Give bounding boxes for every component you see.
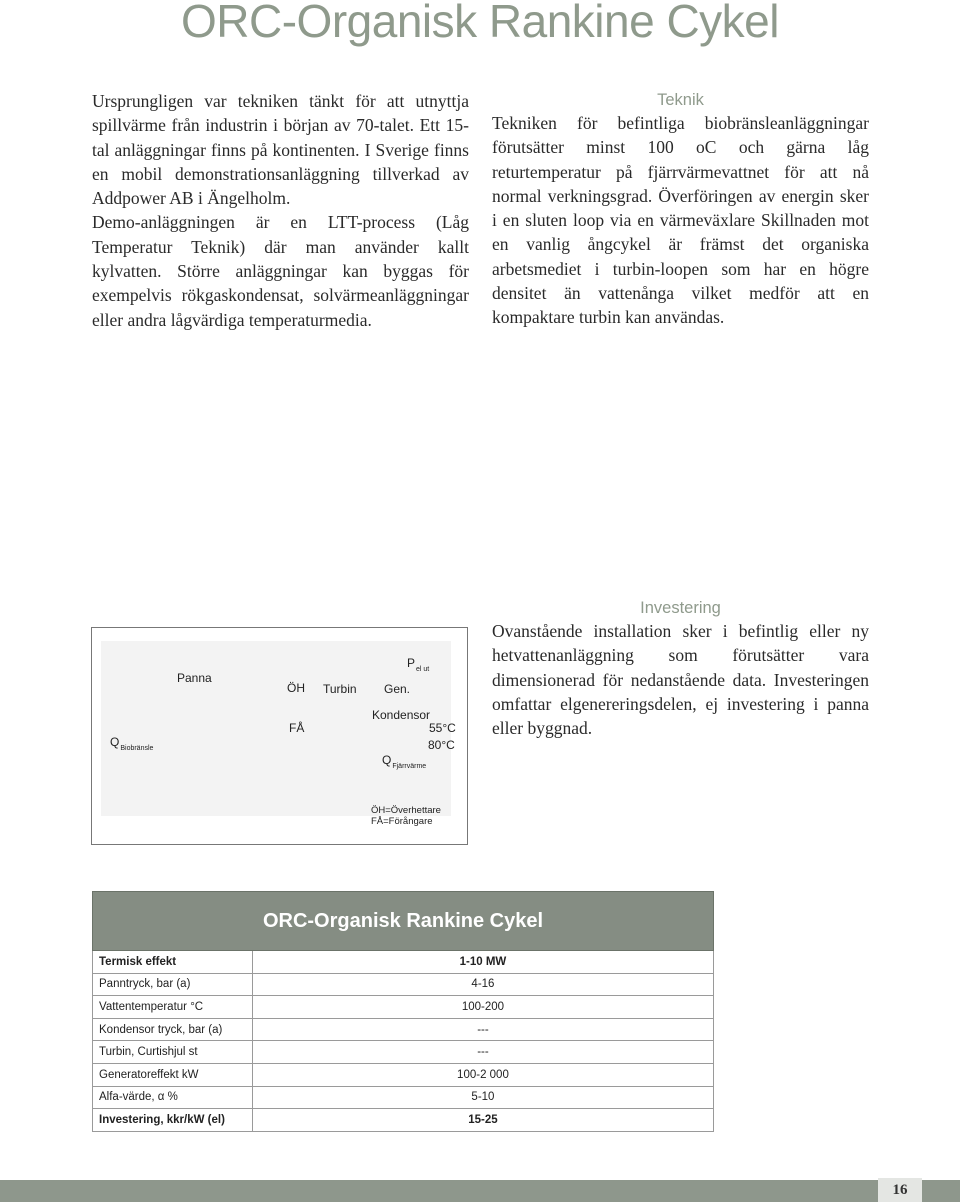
label-fa: FÅ [289, 721, 305, 735]
legend-fa: FÅ=Förångare [371, 816, 433, 827]
table-row [93, 1109, 714, 1132]
investering-heading: Investering [640, 599, 721, 617]
diagram-legend [371, 805, 441, 827]
row-label: Turbin, Curtishjul st [93, 1041, 253, 1064]
table-row [93, 1063, 714, 1086]
footer-bar [0, 1180, 960, 1202]
table-row [93, 1018, 714, 1041]
table-row [93, 996, 714, 1019]
label-temp-80: 80°C [428, 738, 455, 752]
row-value: 100-200 [252, 996, 713, 1019]
spec-table-body [93, 951, 714, 1132]
teknik-heading: Teknik [657, 91, 704, 109]
row-value: --- [252, 1041, 713, 1064]
table-row [93, 1086, 714, 1109]
diagram-canvas [101, 641, 456, 816]
row-label: Termisk effekt [93, 951, 253, 974]
teknik-body: Tekniken för befintliga biobränsleanläggningar förutsätter minst 100 oC och gärna låg returtemperatur på fjärrvärmevattnet för att nå normal verkningsgrad. Överföringen av energin sker i en sluten loop via en värmeväxlare Skillnaden mot en vanlig ångcykel är främst det organiska arbetsmediet i turbin-loopen som har en högre densitet än vattenånga vilket medför att en kompaktare turbin kan användas. [492, 113, 869, 328]
intro-paragraph-1: Ursprungligen var tekniken tänkt för att utnyttja spillvärme från industrin i början av 70-talet. Ett 15-tal anläggningar finns på kontinenten. I Sverige finns en mobil demonstrationsanläggning tillverkad av Addpower AB i Ängelholm. [92, 91, 469, 209]
table-row [93, 1041, 714, 1064]
legend-oh: ÖH=Överhettare [371, 805, 441, 816]
label-q-biobransle: $Q_{Biobränsle}$ [110, 735, 154, 752]
row-value: --- [252, 1018, 713, 1041]
page-number: 16 [878, 1178, 922, 1202]
label-oh: ÖH [287, 681, 305, 695]
table-row [93, 973, 714, 996]
investering-section [492, 597, 869, 740]
spec-table [92, 891, 714, 1132]
label-temp-55: 55°C [429, 721, 456, 735]
page-title: ORC-Organisk Rankine Cykel [181, 0, 779, 47]
row-label: Panntryck, bar (a) [93, 973, 253, 996]
investering-body: Ovanstående installation sker i befintlig eller ny hetvattenanläggning som förutsätter vara dimensionerad för nedanstående data. Investeringen omfattar elgenereringsdelen, ej investering i panna eller byggnad. [492, 621, 869, 739]
label-turbin: Turbin [323, 682, 357, 696]
orc-diagram [91, 627, 468, 845]
spec-table-title: ORC-Organisk Rankine Cykel [93, 892, 714, 951]
row-label: Investering, kkr/kW (el) [93, 1109, 253, 1132]
intro-column [92, 89, 469, 332]
row-value: 1-10 MW [252, 951, 713, 974]
row-label: Vattentemperatur °C [93, 996, 253, 1019]
row-label: Alfa-värde, α % [93, 1086, 253, 1109]
row-value: 4-16 [252, 973, 713, 996]
label-q-fjarrvarme: $Q_{Fjärrvärme}$ [382, 753, 427, 770]
table-row [93, 951, 714, 974]
label-p-el-ut: $P_{el ut}$ [407, 656, 430, 673]
teknik-section [492, 89, 869, 330]
row-value: 100-2 000 [252, 1063, 713, 1086]
row-value: 5-10 [252, 1086, 713, 1109]
label-kondensor: Kondensor [372, 708, 431, 722]
row-label: Kondensor tryck, bar (a) [93, 1018, 253, 1041]
row-value: 15-25 [252, 1109, 713, 1132]
label-panna: Panna [177, 671, 212, 685]
label-gen: Gen. [384, 682, 411, 696]
row-label: Generatoreffekt kW [93, 1063, 253, 1086]
intro-paragraph-2: Demo-anläggningen är en LTT-process (Låg Temperatur Teknik) där man använder kallt kylvatten. Större anläggningar kan byggas för exempelvis rökgaskondensat, solvärmeanläggningar eller andra lågvärdiga temperaturmedia. [92, 212, 469, 330]
